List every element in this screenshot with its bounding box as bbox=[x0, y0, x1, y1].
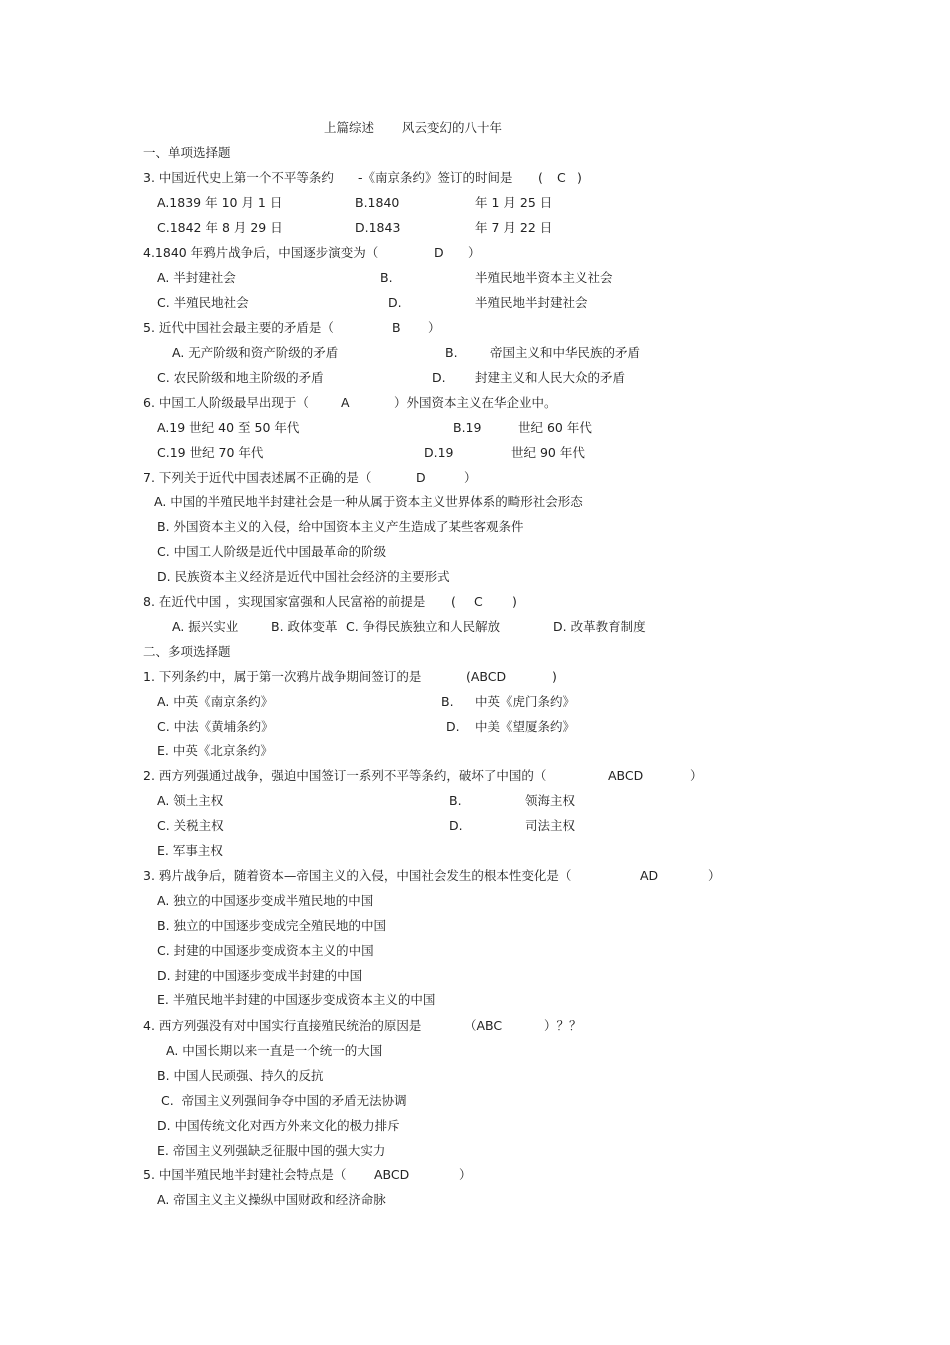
m3-paren-close: ） bbox=[708, 868, 721, 883]
m3-option-c: C. 封建的中国逐步变成资本主义的中国 bbox=[157, 943, 374, 958]
q7-stem: 7. 下列关于近代中国表述属不正确的是（ bbox=[143, 470, 372, 485]
m1-option-b-text: 中英《虎门条约》 bbox=[475, 694, 576, 709]
m2-option-c: C. 关税主权 bbox=[157, 818, 224, 833]
m1-option-b: B. bbox=[441, 694, 454, 709]
q7-option-d: D. 民族资本主义经济是近代中国社会经济的主要形式 bbox=[157, 569, 450, 584]
m5-option-a: A. 帝国主义主义操纵中国财政和经济命脉 bbox=[157, 1192, 386, 1207]
m3-option-e: E. 半殖民地半封建的中国逐步变成资本主义的中国 bbox=[157, 992, 436, 1007]
m1-paren-close: ) bbox=[552, 669, 557, 684]
q4-option-c: C. 半殖民地社会 bbox=[157, 295, 249, 310]
q7-option-c: C. 中国工人阶级是近代中国最革命的阶级 bbox=[157, 544, 387, 559]
m1-option-d-text: 中美《望厦条约》 bbox=[475, 719, 576, 734]
q3-paren-close: ) bbox=[577, 170, 582, 185]
q6-option-b: B.19 bbox=[453, 420, 482, 435]
q3-option-c: C.1842 年 8 月 29 日 bbox=[157, 220, 283, 235]
q4-option-b: B. bbox=[380, 270, 393, 285]
m4-paren-close: ）？？ bbox=[544, 1018, 582, 1033]
section-heading-single-choice: 一、单项选择题 bbox=[143, 145, 231, 160]
m1-answer: (ABCD bbox=[466, 669, 507, 684]
m1-option-d: D. bbox=[446, 719, 460, 734]
q7-paren-close: ） bbox=[464, 470, 477, 485]
m2-option-d: D. bbox=[449, 818, 463, 833]
q8-paren-open: ( bbox=[451, 594, 456, 609]
m3-option-b: B. 独立的中国逐步变成完全殖民地的中国 bbox=[157, 918, 387, 933]
q5-option-a: A. 无产阶级和资产阶级的矛盾 bbox=[172, 345, 339, 360]
q4-option-d-text: 半殖民地半封建社会 bbox=[475, 295, 588, 310]
q5-option-b: B. bbox=[445, 345, 458, 360]
q3-option-a: A.1839 年 10 月 1 日 bbox=[157, 195, 283, 210]
section-heading-multiple-choice: 二、多项选择题 bbox=[143, 644, 231, 659]
m2-option-a: A. 领土主权 bbox=[157, 793, 224, 808]
m1-option-e: E. 中英《北京条约》 bbox=[157, 743, 273, 758]
m4-option-c: C. 帝国主义列强间争夺中国的矛盾无法协调 bbox=[161, 1093, 407, 1108]
q6-option-b-text: 世纪 60 年代 bbox=[518, 420, 592, 435]
q8-option-d: D. 改革教育制度 bbox=[553, 619, 646, 634]
q3-answer: C bbox=[557, 170, 566, 185]
q3-option-d: D.1843 bbox=[355, 220, 401, 235]
q5-stem: 5. 近代中国社会最主要的矛盾是（ bbox=[143, 320, 334, 335]
m1-stem: 1. 下列条约中，属于第一次鸦片战争期间签订的是 bbox=[143, 669, 422, 684]
m5-answer: ABCD bbox=[374, 1167, 410, 1182]
q3-stem: 3. 中国近代史上第一个不平等条约 bbox=[143, 170, 334, 185]
m3-stem: 3. 鸦片战争后，随着资本—帝国主义的入侵，中国社会发生的根本性变化是（ bbox=[143, 868, 572, 883]
q6-answer: A bbox=[341, 395, 350, 410]
q3-paren-open: ( bbox=[538, 170, 543, 185]
q8-answer: C bbox=[474, 594, 483, 609]
q3-option-d-date: 年 7 月 22 日 bbox=[475, 220, 553, 235]
q5-option-d: D. bbox=[432, 370, 446, 385]
q5-option-d-text: 封建主义和人民大众的矛盾 bbox=[475, 370, 626, 385]
q5-answer: B bbox=[392, 320, 401, 335]
m4-answer: （ABC bbox=[464, 1018, 503, 1033]
m4-option-d: D. 中国传统文化对西方外来文化的极力排斥 bbox=[157, 1118, 400, 1133]
m1-option-a: A. 中英《南京条约》 bbox=[157, 694, 274, 709]
q8-option-a: A. 振兴实业 bbox=[172, 619, 239, 634]
q4-option-b-text: 半殖民地半资本主义社会 bbox=[475, 270, 613, 285]
q5-option-b-text: 帝国主义和中华民族的矛盾 bbox=[490, 345, 641, 360]
q6-option-c: C.19 世纪 70 年代 bbox=[157, 445, 264, 460]
m2-option-b-text: 领海主权 bbox=[525, 793, 576, 808]
m2-paren-close: ） bbox=[690, 768, 703, 783]
q6-option-d: D.19 bbox=[424, 445, 454, 460]
m3-option-d: D. 封建的中国逐步变成半封建的中国 bbox=[157, 968, 363, 983]
q6-stem: 6. 中国工人阶级最早出现于（ bbox=[143, 395, 309, 410]
q3-stem-continued: -《南京条约》签订的时间是 bbox=[358, 170, 513, 185]
m4-option-a: A. 中国长期以来一直是一个统一的大国 bbox=[166, 1043, 383, 1058]
q5-paren-close: ） bbox=[428, 320, 441, 335]
q6-stem-continued: ）外国资本主义在华企业中。 bbox=[394, 395, 557, 410]
m3-answer: AD bbox=[640, 868, 659, 883]
q5-option-c: C. 农民阶级和地主阶级的矛盾 bbox=[157, 370, 324, 385]
m2-stem: 2. 西方列强通过战争，强迫中国签订一系列不平等条约，破坏了中国的（ bbox=[143, 768, 547, 783]
m2-answer: ABCD bbox=[608, 768, 644, 783]
q4-option-a: A. 半封建社会 bbox=[157, 270, 236, 285]
m2-option-e: E. 军事主权 bbox=[157, 843, 223, 858]
q8-stem: 8. 在近代中国 ，实现国家富强和人民富裕的前提是 bbox=[143, 594, 426, 609]
m3-option-a: A. 独立的中国逐步变成半殖民地的中国 bbox=[157, 893, 374, 908]
m2-option-d-text: 司法主权 bbox=[525, 818, 576, 833]
q6-option-d-text: 世纪 90 年代 bbox=[511, 445, 585, 460]
q4-stem: 4.1840 年鸦片战争后，中国逐步演变为（ bbox=[143, 245, 379, 260]
m2-option-b: B. bbox=[449, 793, 462, 808]
q6-option-a: A.19 世纪 40 至 50 年代 bbox=[157, 420, 300, 435]
m5-paren-close: ） bbox=[459, 1167, 472, 1182]
m4-stem: 4. 西方列强没有对中国实行直接殖民统治的原因是 bbox=[143, 1018, 422, 1033]
m4-option-b: B. 中国人民顽强、持久的反抗 bbox=[157, 1068, 324, 1083]
q7-answer: D bbox=[416, 470, 426, 485]
q4-answer: D bbox=[434, 245, 444, 260]
q3-option-b: B.1840 bbox=[355, 195, 400, 210]
q8-option-c: C. 争得民族独立和人民解放 bbox=[346, 619, 501, 634]
m4-option-e: E. 帝国主义列强缺乏征服中国的强大实力 bbox=[157, 1143, 386, 1158]
q8-option-b: B. 政体变革 bbox=[271, 619, 338, 634]
m1-option-c: C. 中法《黄埔条约》 bbox=[157, 719, 274, 734]
doc-title-left: 上篇综述 bbox=[324, 120, 375, 135]
q8-paren-close: ) bbox=[512, 594, 517, 609]
q4-paren-close: ） bbox=[468, 245, 481, 260]
doc-title-right: 风云变幻的八十年 bbox=[402, 120, 503, 135]
q7-option-b: B. 外国资本主义的入侵，给中国资本主义产生造成了某些客观条件 bbox=[157, 519, 524, 534]
q3-option-b-date: 年 1 月 25 日 bbox=[475, 195, 553, 210]
q7-option-a: A. 中国的半殖民地半封建社会是一种从属于资本主义世界体系的畸形社会形态 bbox=[154, 494, 583, 509]
q4-option-d: D. bbox=[388, 295, 402, 310]
m5-stem: 5. 中国半殖民地半封建社会特点是（ bbox=[143, 1167, 347, 1182]
